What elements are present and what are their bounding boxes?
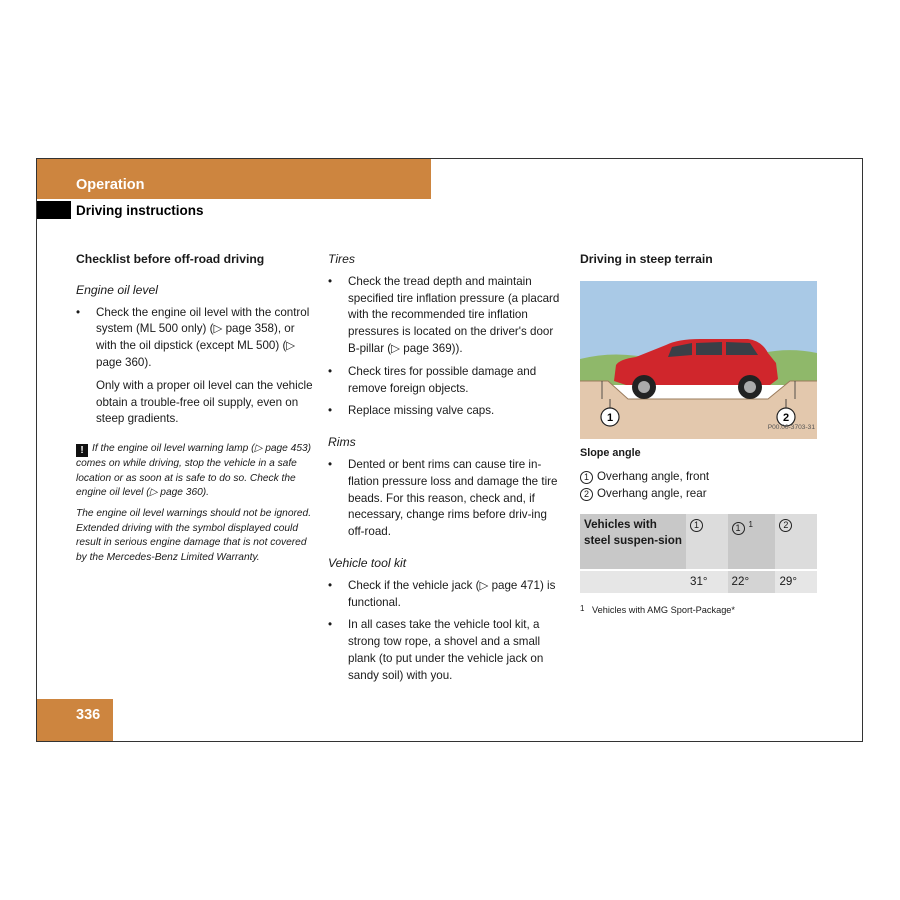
list-item: • Check tires for possible damage and remove foreign objects.: [328, 364, 563, 398]
terrain-illustration: [580, 281, 817, 439]
column-number-icon: 2: [779, 519, 792, 532]
slope-angle-table: [580, 514, 817, 594]
footnote: [580, 601, 818, 619]
table-col-header-1: [686, 514, 728, 570]
car-hub-front: [638, 381, 650, 393]
footnote-number: 1: [580, 604, 585, 614]
list-item: • Check the engine oil level with the control system (ML 500 only) (▷ page 358), or with the oil dipstick (except ML 500) (▷ page 360).: [76, 305, 313, 372]
legend-number-icon: 1: [580, 471, 593, 484]
table-row-header: Vehicles with steel suspen-sion: [580, 514, 686, 570]
section-title: Operation: [76, 177, 145, 193]
list-item: • Replace missing valve caps.: [328, 403, 563, 420]
table-col-header-3: [775, 514, 817, 570]
engine-oil-title: Engine oil level: [76, 282, 158, 297]
oil-supply-paragraph: Only with a proper oil level can the vehicle obtain a trouble-free oil supply, even on steep gradients.: [96, 378, 313, 426]
car-window-middle: [696, 342, 722, 355]
rims-list: [328, 457, 563, 541]
toolkit-title: Vehicle tool kit: [328, 555, 407, 570]
legend-number-icon: 2: [580, 488, 593, 501]
marker-2-label: 2: [782, 411, 790, 424]
toolkit-list: [328, 578, 563, 685]
table-row: [580, 570, 817, 594]
page-number: 336: [76, 707, 101, 723]
table-cell-empty: [580, 570, 686, 594]
legend-text: Overhang angle, front: [597, 469, 710, 483]
notice-text-1: If the engine oil level warning lamp (▷ page 453) comes on while driving, stop the vehicle in a safe location or as soon at is safe to do so. Check the engine oil level (▷ page 360).: [76, 443, 312, 499]
subsection-marker: [37, 201, 71, 219]
list-item: • Check the tread depth and maintain specified tire inflation pressure (a placard with the recommended tire inflation pressures is located on the driver's door B-pillar (▷ page 369)).: [328, 274, 563, 358]
right-column: [580, 251, 818, 619]
column-number-icon: 1: [690, 519, 703, 532]
left-column: [76, 251, 313, 571]
table-row: [580, 514, 817, 570]
table-cell: 22°: [728, 570, 776, 594]
steep-terrain-figure: [580, 281, 817, 439]
legend-item-rear: [580, 485, 818, 502]
list-item: • In all cases take the vehicle tool kit, a strong tow rope, a shovel and a small plank (to put under the vehicle jack on sandy soil) with you.: [328, 617, 563, 684]
table-cell: 29°: [775, 570, 817, 594]
manual-page: [36, 158, 863, 742]
rims-title: Rims: [328, 435, 356, 450]
tires-title: Tires: [328, 252, 355, 266]
slope-angle-title: Slope angle: [580, 446, 641, 459]
legend-text: Overhang angle, rear: [597, 486, 707, 500]
column-number-icon: 1: [732, 522, 745, 535]
table-col-header-2: [728, 514, 776, 570]
list-item: • Check if the vehicle jack (▷ page 471) is functional.: [328, 578, 563, 612]
footnote-ref: 1: [748, 519, 753, 529]
footnote-text: Vehicles with AMG Sport-Package*: [592, 605, 735, 616]
tires-list: [328, 274, 563, 420]
engine-oil-list: [76, 305, 313, 372]
car-hub-rear: [744, 381, 756, 393]
steep-terrain-heading: Driving in steep terrain: [580, 252, 713, 266]
legend-item-front: [580, 468, 818, 485]
list-item: • Dented or bent rims can cause tire in-flation pressure loss and damage the tire beads. For this reason, check and, if necessary, change rims before driv-ing off-road.: [328, 457, 563, 541]
warning-notice: [76, 442, 313, 565]
figure-code: P00.00-3703-31: [767, 424, 815, 431]
notice-text-2: The engine oil level warnings should not be ignored. Extended driving with the symbol displayed could result in serious engine damage that is not covered by the Mercedes-Benz Limited Warranty.: [76, 507, 312, 563]
page-number-box: [37, 699, 113, 741]
warning-icon: !: [76, 444, 88, 457]
marker-1-label: 1: [606, 411, 614, 424]
checklist-heading: Checklist before off-road driving: [76, 252, 265, 266]
middle-column: [328, 251, 563, 691]
subsection-title: Driving instructions: [76, 203, 204, 218]
table-cell: 31°: [686, 570, 728, 594]
